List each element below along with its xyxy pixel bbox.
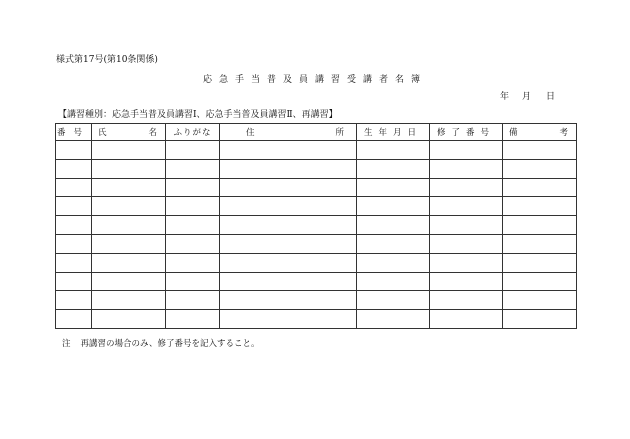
header-number: 番号 (56, 124, 92, 141)
table-row (56, 141, 577, 160)
table-row (56, 216, 577, 235)
cell-address (220, 272, 357, 291)
cell-address (220, 310, 357, 329)
table-header-row (56, 124, 577, 141)
cell-furigana (166, 253, 220, 272)
cell-date-of-birth (357, 291, 430, 310)
cell-address (220, 291, 357, 310)
cell-remarks (503, 291, 577, 310)
cell-furigana (166, 178, 220, 197)
cell-date-of-birth (357, 234, 430, 253)
cell-furigana (166, 159, 220, 178)
cell-number (56, 234, 92, 253)
cell-address (220, 159, 357, 178)
header-name (92, 124, 166, 141)
cell-certificate-number (430, 197, 503, 216)
cell-address (220, 216, 357, 235)
cell-number (56, 141, 92, 160)
cell-date-of-birth (357, 272, 430, 291)
header-remarks-part-a: 備 (509, 128, 518, 138)
table-row (56, 178, 577, 197)
table-row (56, 197, 577, 216)
header-remarks (503, 124, 577, 141)
cell-number (56, 216, 92, 235)
cell-name (92, 272, 166, 291)
cell-address (220, 197, 357, 216)
cell-remarks (503, 310, 577, 329)
table-body (56, 141, 577, 329)
cell-remarks (503, 178, 577, 197)
course-type-label: 【講習種別：応急手当普及員講習Ⅰ、応急手当普及員講習Ⅱ、再講習】 (58, 110, 338, 120)
cell-certificate-number (430, 141, 503, 160)
header-address-part-a: 住 (246, 128, 255, 138)
cell-name (92, 253, 166, 272)
table-row (56, 159, 577, 178)
cell-date-of-birth (357, 159, 430, 178)
cell-name (92, 310, 166, 329)
cell-number (56, 178, 92, 197)
header-date-of-birth: 生年月日 (357, 124, 430, 141)
cell-furigana (166, 234, 220, 253)
cell-date-of-birth (357, 253, 430, 272)
cell-date-of-birth (357, 216, 430, 235)
cell-certificate-number (430, 291, 503, 310)
cell-certificate-number (430, 272, 503, 291)
cell-furigana (166, 272, 220, 291)
date-month-label: 月 (522, 92, 532, 102)
cell-name (92, 216, 166, 235)
cell-furigana (166, 291, 220, 310)
footnote (62, 337, 260, 349)
table-row (56, 234, 577, 253)
header-address-part-b: 所 (335, 128, 344, 138)
cell-remarks (503, 197, 577, 216)
cell-certificate-number (430, 178, 503, 197)
cell-name (92, 234, 166, 253)
cell-certificate-number (430, 234, 503, 253)
cell-number (56, 310, 92, 329)
cell-date-of-birth (357, 197, 430, 216)
cell-address (220, 141, 357, 160)
cell-address (220, 253, 357, 272)
cell-remarks (503, 272, 577, 291)
cell-remarks (503, 234, 577, 253)
footnote-mark: 注 (62, 339, 71, 349)
cell-address (220, 178, 357, 197)
cell-furigana (166, 310, 220, 329)
cell-address (220, 234, 357, 253)
cell-certificate-number (430, 253, 503, 272)
cell-certificate-number (430, 159, 503, 178)
table-row (56, 310, 577, 329)
footnote-text: 再講習の場合のみ、修了番号を記入すること。 (80, 339, 260, 349)
header-remarks-part-b: 考 (559, 128, 568, 138)
attendee-roster-table (55, 123, 577, 329)
cell-name (92, 291, 166, 310)
cell-remarks (503, 159, 577, 178)
cell-number (56, 253, 92, 272)
cell-furigana (166, 197, 220, 216)
cell-name (92, 159, 166, 178)
header-name-part-b: 名 (148, 128, 157, 138)
document-title: 応急手当普及員講習受講者名簿 (202, 75, 427, 85)
cell-remarks (503, 141, 577, 160)
cell-name (92, 197, 166, 216)
cell-number (56, 272, 92, 291)
table-row (56, 253, 577, 272)
date-line (500, 89, 556, 102)
header-address (220, 124, 357, 141)
cell-furigana (166, 141, 220, 160)
header-name-part-a: 氏 (98, 128, 107, 138)
date-year-label: 年 (500, 92, 510, 102)
cell-date-of-birth (357, 310, 430, 329)
header-furigana: ふりがな (166, 124, 220, 141)
cell-furigana (166, 216, 220, 235)
cell-certificate-number (430, 216, 503, 235)
cell-remarks (503, 216, 577, 235)
header-certificate-number: 修了番号 (430, 124, 503, 141)
cell-name (92, 178, 166, 197)
cell-number (56, 291, 92, 310)
cell-certificate-number (430, 310, 503, 329)
table-row (56, 272, 577, 291)
cell-number (56, 159, 92, 178)
cell-remarks (503, 253, 577, 272)
cell-date-of-birth (357, 141, 430, 160)
date-day-label: 日 (546, 92, 556, 102)
cell-number (56, 197, 92, 216)
cell-date-of-birth (357, 178, 430, 197)
form-number: 様式第17号(第10条関係) (56, 55, 158, 65)
cell-name (92, 141, 166, 160)
table-row (56, 291, 577, 310)
